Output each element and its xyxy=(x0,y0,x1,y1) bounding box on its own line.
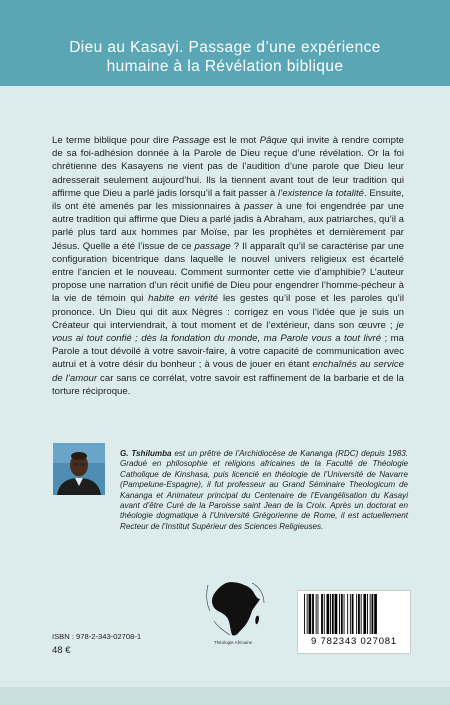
book-title-line-2: humaine à la Révélation biblique xyxy=(106,58,344,75)
barcode-bar xyxy=(356,594,357,634)
africa-map-icon xyxy=(196,577,270,641)
desc-text-3: qui invite à rendre compte de sa foi-adhésion donnée à la Parole de Dieu reçue d’une révélation. Or la foi chrétienne des Kasayens ne vient pas de l’audition d’une parole que Dieu leur adresserait seulement aujourd’hui. Ils la tiennent avant tout de leur tradition qui affirme que Dieu a parlé jadis lorsqu’il a fait passer à xyxy=(52,135,404,199)
bottom-strip xyxy=(0,687,450,705)
desc-text-9: car sans ce corrélat, votre savoir est raffinement de la barbarie et de la torture réciproque. xyxy=(52,372,404,397)
barcode-bar xyxy=(341,594,343,634)
desc-text-1: Le terme biblique pour dire xyxy=(52,135,173,146)
barcode-bar xyxy=(363,594,366,634)
barcode-bar xyxy=(330,594,331,634)
barcode-bar xyxy=(352,594,354,634)
desc-emphasis-confie: je vous ai tout confié ; dès la fondation du monde, ma Parole vous a tout livré xyxy=(52,319,404,345)
series-label: Théologie Africaine xyxy=(213,640,253,645)
desc-emphasis-paque: Pâque xyxy=(259,135,288,146)
barcode-bar xyxy=(344,594,345,634)
barcode-bar xyxy=(370,594,371,634)
barcode-bar xyxy=(321,594,323,634)
desc-emphasis-verite: habite en vérité xyxy=(148,293,219,305)
book-title xyxy=(14,38,436,76)
barcode-bar xyxy=(332,594,334,634)
author-bio-text: est un prêtre de l’Archidiocèse de Kananga (RDC) depuis 1983. Gradué en philosophie et religions africaines de la Faculté de Théologie Catholique de Kinshasa, puis licencié en théologie de l’Université de Navarre (Pampelune-Espagne), il fut professeur au Grand Séminaire Theologicum de Kananga et Animateur principal du Centenaire de l’Evangélisation du Kasayi avant d’être Curé de la Paroisse saint Jean de la Croix. Après un doctorat en théologie dogmatique à l’Université Grégorienne de Rome, il est actuellement Recteur de l’Institut Supérieur des Sciences Religieuses. xyxy=(120,449,408,531)
author-name: G. Tshilumba xyxy=(120,449,172,458)
desc-text-7: les gestes qu’il pose et les paroles qu’il prononce. Un Dieu qui dit aux Nègres : corrigez en vous l’idée que je suis un Créateur qui interviendrait, à tout moment et de l’extérieur, dans son œuvre ; xyxy=(52,293,404,331)
book-description xyxy=(52,134,404,398)
desc-emphasis-passer: passer xyxy=(243,201,273,213)
price: 48 € xyxy=(52,645,71,656)
barcode-bar xyxy=(374,594,377,634)
isbn-barcode xyxy=(297,590,411,654)
title-band xyxy=(0,0,450,86)
barcode-bar xyxy=(358,594,360,634)
desc-text-8: ; ma Parole a tout dévoilé à votre savoir-faire, à votre capacité de communication avec autrui et à votre désir du bonheur ; à vous de jouer en étant xyxy=(52,333,404,371)
barcode-bar xyxy=(372,594,374,634)
description-paragraph xyxy=(52,134,404,398)
desc-text-4: . Ensuite, ils ont été amenés par les missionnaires à xyxy=(52,187,405,213)
desc-emphasis-amour: enchaînés au service de l’amour xyxy=(52,359,404,384)
desc-emphasis-passage: Passage xyxy=(172,135,210,146)
barcode-bar xyxy=(316,594,317,634)
isbn-text: ISBN : 978-2-343-02708-1 xyxy=(52,632,142,641)
barcode-bar xyxy=(324,594,325,634)
barcode-bar xyxy=(309,594,312,634)
desc-emphasis-passage-2: passage xyxy=(194,240,231,252)
barcode-bar xyxy=(307,594,308,634)
desc-emphasis-existence: l’existence la totalité xyxy=(277,187,364,199)
barcode-bar xyxy=(318,594,319,634)
barcode-bar xyxy=(312,594,314,634)
barcode-bar xyxy=(350,594,351,634)
barcode-bar xyxy=(361,594,362,634)
desc-text-5: à une foi engendrée par une autre tradition qui affirme que Dieu a parlé jadis à Abraham, aux patriarches, qu’il a parlé plus tard aux hommes par Moïse, par les prophètes et dernièrement par Jésus. Quelle a été l’issue de ce xyxy=(52,201,404,252)
barcode-bar xyxy=(367,594,368,634)
barcode-bars xyxy=(302,594,406,636)
desc-text-2: est le mot xyxy=(209,135,260,146)
barcode-bar xyxy=(304,594,305,634)
barcode-number: 9 782343 027081 xyxy=(311,636,397,647)
desc-text-6: ? Il apparaît qu’il se caractérise par une configuration bicentrique dans laquelle le nouvel univers religieux est écartelé entre l’ancien et le nouveau. Comment surmonter cette vie d’amphibie? L’auteur propose une narration d’un récit unifié de Dieu pour engendrer l’homme-pécheur à la vie de témoin qui xyxy=(52,240,404,305)
barcode-bar xyxy=(327,594,330,634)
author-photo xyxy=(53,443,105,495)
author-biography xyxy=(120,449,408,532)
barcode-bar xyxy=(335,594,338,634)
barcode-bar xyxy=(347,594,348,634)
author-portrait-icon xyxy=(53,443,105,495)
barcode-bar xyxy=(339,594,340,634)
book-title-line-1: Dieu au Kasayi. Passage d’une expérience xyxy=(69,39,381,56)
